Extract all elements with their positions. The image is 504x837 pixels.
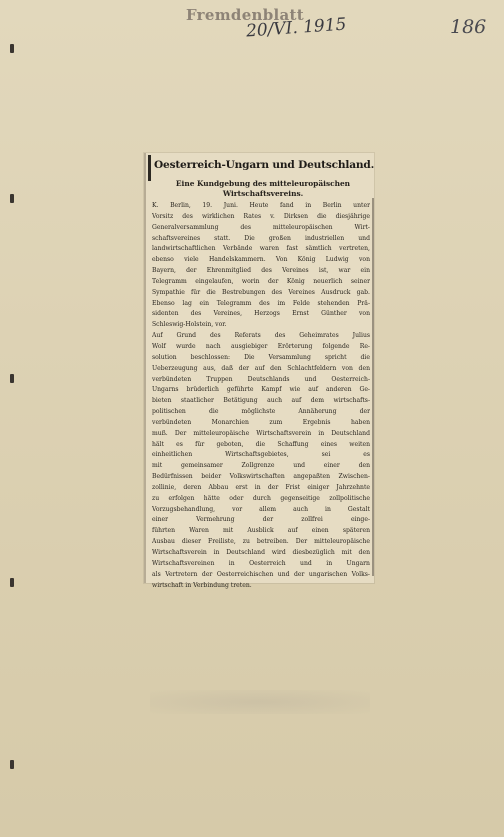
article-line: politischen die möglichste Annäherung der — [152, 408, 370, 416]
article-line: Sympathie für die Bestrebungen des Vereines Ausdruck gab. — [152, 288, 370, 296]
article-line: Auf Grund des Referats des Geheimrates Julius — [152, 332, 370, 340]
newspaper-clipping — [144, 153, 375, 589]
article-line: muß. Der mitteleuropäische Wirtschaftsverein in Deutschland — [152, 429, 370, 437]
article-line: als Vertretern der Oesterreichischen und der ungarischen Volks- — [152, 570, 370, 578]
article-line: Bedürfnissen beider Volkswirtschaften angepaßten Zwischen- — [152, 473, 370, 481]
paper-stain — [150, 690, 370, 714]
column-rule — [372, 198, 374, 576]
article-line: hält es für geboten, die Schaffung eines weiten — [152, 440, 370, 448]
article-line: Schleswig-Holstein, vor. — [152, 321, 227, 329]
handwritten-number: 186 — [450, 16, 487, 38]
article-line: solution beschlossen: Die Versammlung spricht die — [152, 353, 370, 361]
article-line: Ueberzeugung aus, daß der auf den Schlachtfeldern von den — [152, 364, 370, 372]
article-line: ebenso viele Handelskammern. Von König Ludwig von — [152, 256, 370, 264]
article-line: Telegramm eingelaufen, worin der König neuerlich seiner — [152, 277, 370, 285]
punch-hole-mark — [10, 194, 14, 203]
article-line: zollinie, deren Abbau erst in der Frist einiger Jahrzehnte — [152, 483, 370, 491]
article-line: Ebenso lag ein Telegramm des im Felde stehenden Prä- — [152, 299, 370, 307]
punch-hole-mark — [10, 760, 14, 769]
article-line: sidenten des Vereines, Herzogs Ernst Günther von — [152, 310, 370, 318]
clipping-edge-mark — [148, 155, 151, 181]
article-line: verbündeten Monarchien zum Ergebnis haben — [152, 418, 370, 426]
article-line: Ungarns brüderlich geführte Kampf wie auf anderen Ge- — [152, 386, 370, 394]
article-line: K. Berlin, 19. Juni. Heute fand in Berlin unter — [152, 202, 370, 209]
article-line: führten Waren mit Ausblick auf einen späteren — [152, 527, 370, 535]
subhead-line: Wirtschaftsvereins. — [222, 189, 304, 198]
article-line: zu erfolgen hätte oder durch gegenseitige zollpolitische — [152, 494, 370, 502]
article-line: Vorzugsbehandlung, vor allem auch in Gestalt — [152, 505, 370, 513]
punch-hole-mark — [10, 374, 14, 383]
newspaper-stamp: Fremdenblatt — [186, 6, 305, 24]
article-line: einer Vermehrung der zollfrei einge- — [152, 516, 370, 524]
subhead-line: Eine Kundgebung des mitteleuropäischen — [175, 179, 351, 188]
article-line: Wirtschaftsvereinen in Oesterreich und in Ungarn — [152, 559, 370, 567]
article-line: landwirtschaftlichen Verbände waren fast sämtlich vertreten, — [152, 245, 370, 253]
article-subhead — [154, 179, 372, 199]
article-line: Bayern, der Ehrenmitglied des Vereines ist, war ein — [152, 267, 370, 275]
article-body — [152, 201, 370, 591]
article-line: wirtschaft in Verbindung treten. — [152, 581, 252, 589]
article-line: Ausbau dieser Freiliste, zu betreiben. Der mitteleuropäische — [152, 538, 370, 546]
article-line: bieten staatlicher Betätigung auch auf dem wirtschafts- — [152, 397, 370, 405]
article-line: Generalversammlung des mitteleuropäischen Wirt- — [152, 223, 370, 231]
article-line: einheitlichen Wirtschaftsgebietes, sei es — [152, 451, 370, 459]
punch-hole-mark — [10, 578, 14, 587]
article-line: verbündeten Truppen Deutschlands und Oesterreich- — [152, 375, 370, 383]
article-line: mit gemeinsamer Zollgrenze und einer den — [152, 462, 370, 470]
article-line: schaftsvereines statt. Die großen industriellen und — [152, 234, 370, 242]
handwritten-date: 20/VI. 1915 — [245, 14, 348, 42]
article-line: Vorsitz des wirklichen Rates v. Dirksen die diesjährige — [152, 212, 370, 220]
article-line: Wirtschaftsverein in Deutschland wird diesbezüglich mit den — [152, 549, 370, 556]
article-headline: Oesterreich-Ungarn und Deutschland. — [154, 159, 375, 171]
punch-hole-mark — [10, 44, 14, 53]
article-line: Wolf wurde nach ausgiebiger Erörterung folgende Re- — [152, 342, 370, 350]
